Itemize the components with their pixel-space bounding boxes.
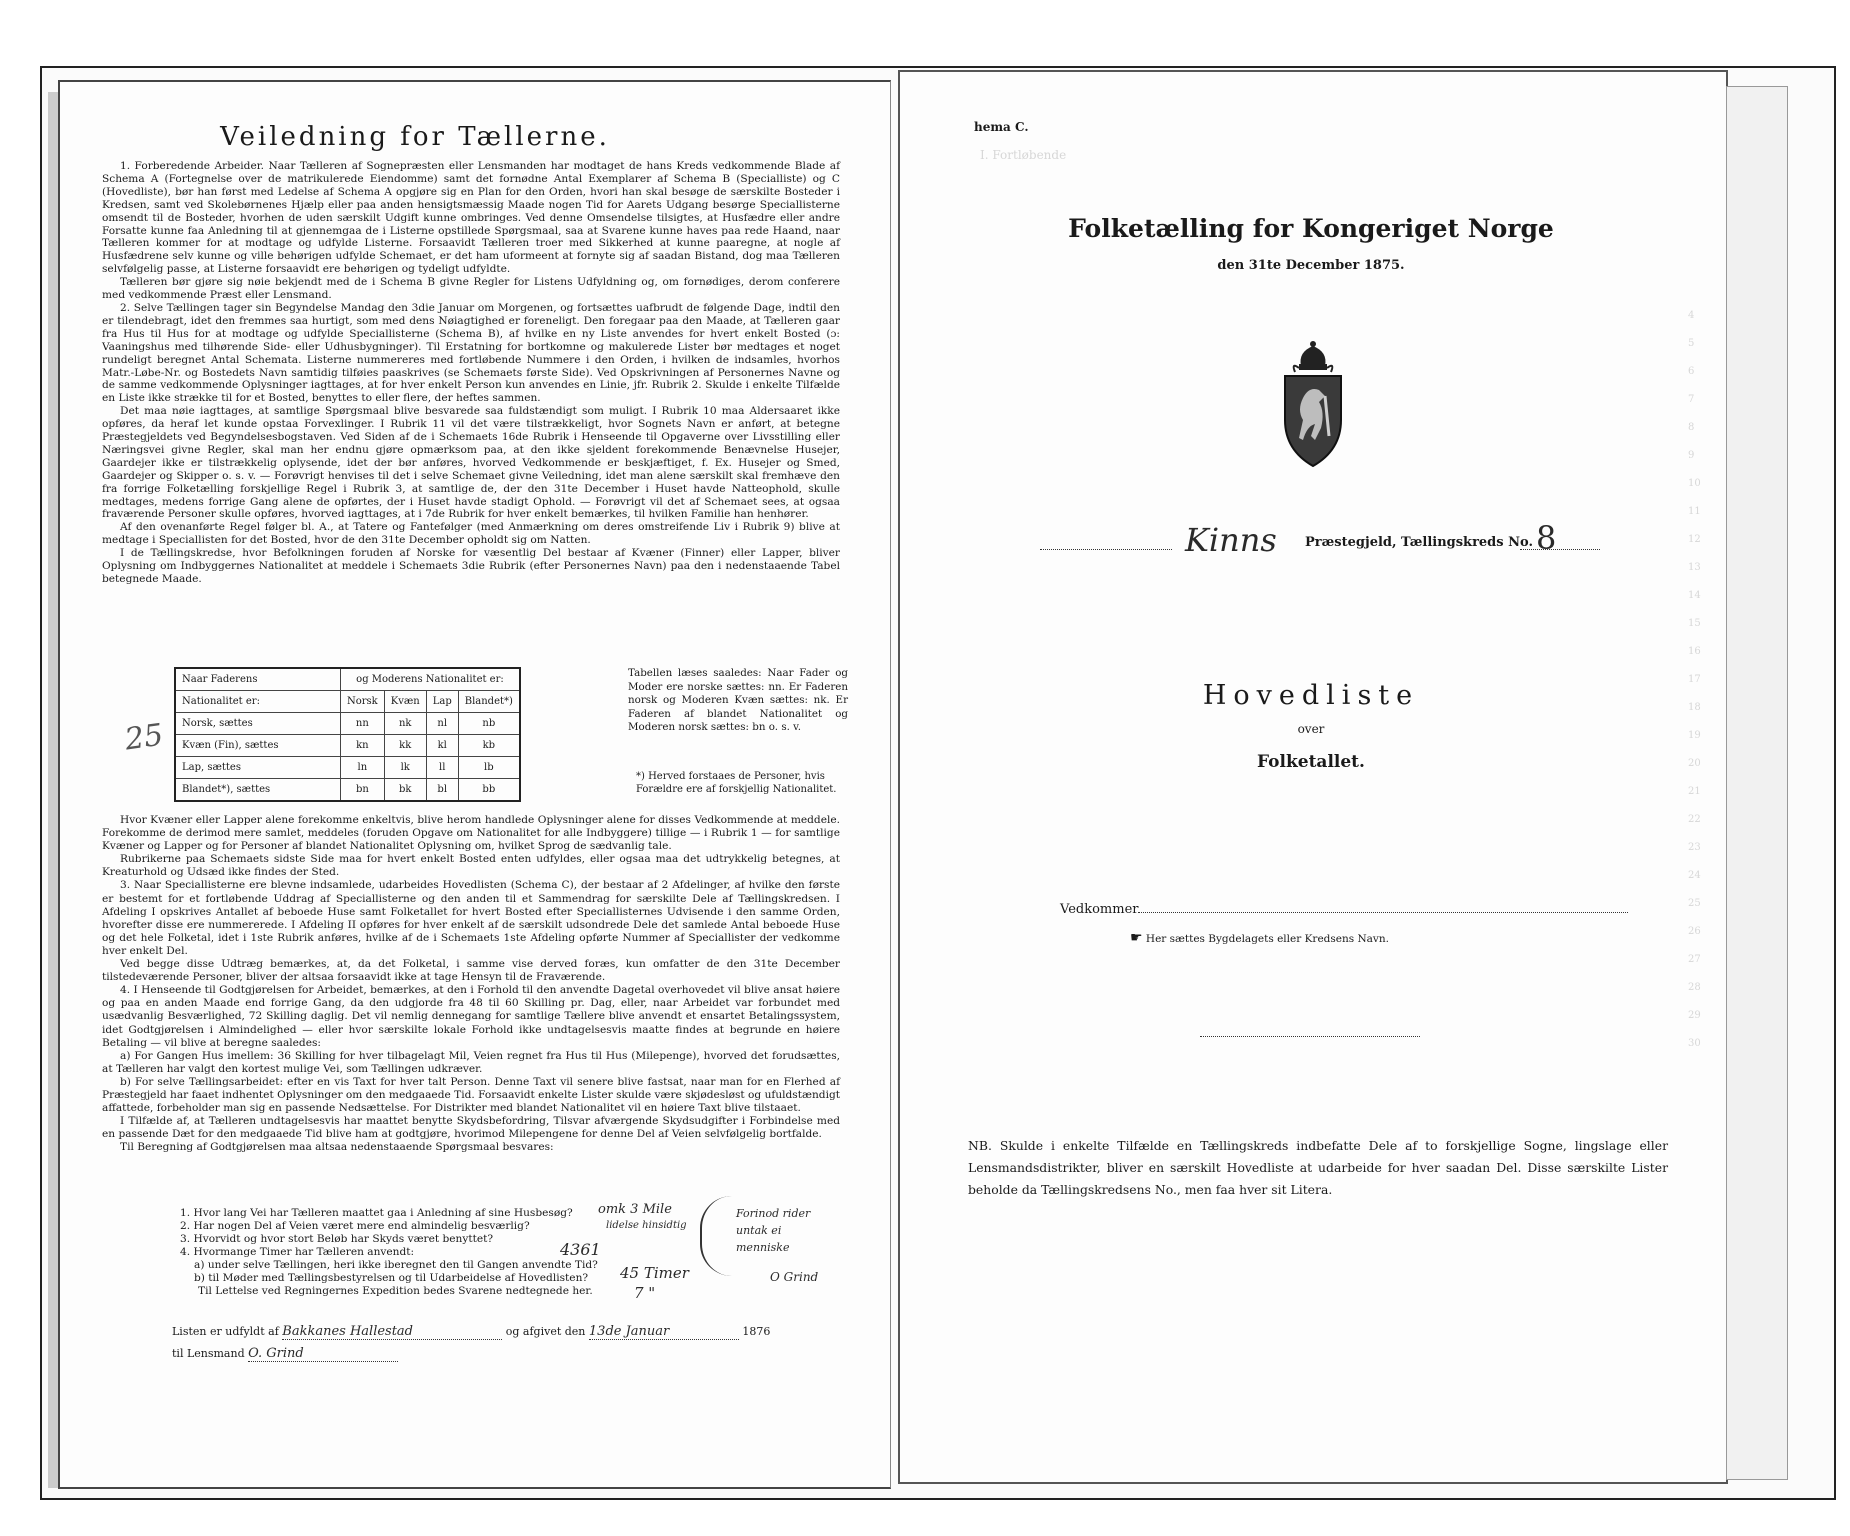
- bleed-number: 18: [1688, 702, 1701, 713]
- bleed-number: 11: [1688, 506, 1701, 517]
- district-dotted: [1520, 549, 1600, 550]
- bleed-number: 16: [1688, 646, 1701, 657]
- pointing-hand-icon: ☛: [1130, 930, 1143, 946]
- table-cell: nk: [384, 713, 426, 735]
- col-kvaen: Kvæn: [384, 691, 426, 713]
- table-cell: ln: [341, 757, 385, 779]
- bleed-number: 14: [1688, 590, 1701, 601]
- lensmand-label: til Lensmand: [172, 1347, 245, 1360]
- table-row: [175, 779, 520, 802]
- bleed-number: 21: [1688, 786, 1701, 797]
- questions-outro: Til Lettelse ved Regningernes Expedition bedes Svarene nedtegnede her.: [198, 1285, 593, 1297]
- section-4a: a) For Gangen Hus imellem: 36 Skilling for hver tilbagelagt Mil, Veien regnet fra Hus til Hus (Milepenge), hvorved det forudsættes, at Tælleren har valgt den kortest mulige Vei, som Tællingen udkræver.: [102, 1049, 840, 1075]
- table-cell: nb: [458, 713, 520, 735]
- parish-district-line: [1040, 519, 1580, 565]
- row-label: Lap, sættes: [175, 757, 341, 779]
- schema-label: hema C.: [974, 120, 1029, 134]
- parish-label: Præstegjeld, Tællingskreds No.: [1305, 535, 1533, 550]
- section-4b: b) For selve Tællingsarbeidet: efter en vis Taxt for hver talt Person. Denne Taxt vil senere blive fastsat, naar man for en Flerhed af Præstegjeld har faaet indhentet Oplysninger om den medgaaede Tid. Forsaavidt enkelte Lister skulde være skjødesløst og ufuldstændigt affattede, forbeholder man sig en passende Nedsættelse. For Distrikter med blandet Nationalitet vil en høiere Taxt blive tilstaaet.: [102, 1075, 840, 1115]
- bleed-number: 13: [1688, 562, 1701, 573]
- bleed-label: I. Fortløbende: [980, 148, 1067, 162]
- col-norsk: Norsk: [341, 691, 385, 713]
- col-blandet: Blandet*): [458, 691, 520, 713]
- page-edge-shadow: [48, 92, 58, 1488]
- bleed-number: 8: [1688, 422, 1695, 433]
- nb-note: NB. Skulde i enkelte Tilfælde en Tællingskreds indbefatte Dele af to forskjellige Sogne, lingslage eller Lensmandsdistrikter, bliver en særskilt Hovedliste at udarbeide for hver saadan Del. Disse særskilte Lister beholde da Tællingskredsens No., men faa hver sit Litera.: [968, 1138, 1668, 1197]
- parish-name-handwritten: Kinns: [1185, 521, 1277, 559]
- col-lap: Lap: [426, 691, 458, 713]
- section-3: 3. Naar Speciallisterne ere blevne indsamlede, udarbeides Hovedlisten (Schema C), der bestaar af 2 Afdelinger, af hvilke den første er bestemt for et fortløbende Uddrag af Speciallisterne og den anden til et Sammendrag for særskilte Dele af Tællingskredsen. I Afdeling I opskrives Antallet af beboede Huse samt Folketallet for hvert Bosted efter Speciallisternes Udvisende i den samme Orden, hvorefter disse ere nummererede. I Afdeling II opføres for hver enkelt af de særskilt udsondrede Dele det samlede Antal beboede Huse og det hele Folketal, idet i 1ste Rubrik anføres, hvilke af de i Schemaets 1ste Afdeling opførte Nummer af Speciallister der vedkomme hver enkelt Del.: [102, 879, 840, 957]
- question-2: 2. Har nogen Del af Veien været mere end almindelig besværlig?: [180, 1220, 530, 1232]
- table-cell: kb: [458, 735, 520, 757]
- instructions-body: [102, 160, 840, 586]
- handwritten-side-signature: O Grind: [770, 1270, 819, 1284]
- section-4: 4. I Henseende til Godtgjørelsen for Arbeidet, bemærkes, at den i Forhold til den anvendte Dagetal overhovedet vil blive ansat høiere og paa en anden Maade end forrige Gang, da den udgjorde fra 48 til 60 Skilling pr. Dag, eller, naar Arbeidet var forbundet med usædvanlig Besværlighed, 72 Skilling daglig. Det vil nemlig dennegang for samtlige Tællere blive anvendt et ensartet Betalingssystem, idet Godtgjørelsen i Almindelighed — eller hvor særskilte lokale Forhold ikke undtagelsesvis maatte findes at begrunde en høiere Betaling — vil blive at beregne saaledes:: [102, 984, 840, 1049]
- section-2d: I de Tællingskredse, hvor Befolkningen foruden af Norske for væsentlig Del bestaar af Kvæner (Finner) eller Lapper, bliver Oplysning om Indbyggernes Nationalitet at meddele i Schemaets 3die Rubrik (efter Personernes Navn) paa den i nedenstaaende Tabel betegnede Maade.: [102, 547, 840, 585]
- instructions-title: Veiledning for Tællerne.: [220, 122, 610, 152]
- margin-pencil-mark: 25: [122, 717, 166, 758]
- question-4: 4. Hvormange Timer har Tælleren anvendt:: [180, 1246, 415, 1258]
- table-cell: lb: [458, 757, 520, 779]
- section-2: 2. Selve Tællingen tager sin Begyndelse Mandag den 3die Januar om Morgenen, og fortsættes uafbrudt de følgende Dage, indtil den er tilendebragt, idet den fremmes saa hurtigt, som med dens Nøiagtighed er foreneligt. Den foregaar paa den Maade, at Tælleren gaar fra Hus til Hus for at modtage og udfylde Speciallisterne (Schema B), af hvilke en ny Liste anvendes for hvert enkelt Bosted (ɔ: Vaaningshus med tilhørende Side- eller Udhusbygninger). Til Erstatning for bortkomne og makulerede Lister bør medtages et noget rundeligt beregnet Antal Schemata. Listerne nummereres med fortløbende Nummere i den Orden, i hvilken de indsamles, hvorhos Matr.-Løbe-Nr. og Bostedets Navn samtidig tilføies paaskrives (se Schemaets første Side). Ved Opskrivningen af Personernes Navne og de samme vedkommende Oplysninger iagttages, at for hver enkelt Person kun anvendes en Linie, jfr. Rubrik 2. Skulde i enkelte Tilfælde en Liste ikke strække til for et Bosted, benyttes to eller flere, der heftes sammen.: [102, 301, 840, 405]
- bleed-number: 25: [1688, 898, 1701, 909]
- table-reading-note: Tabellen læses saaledes: Naar Fader og Moder ere norske sættes: nn. Er Faderen norsk og Moderen Kvæn sættes: nk. Er Faderen af blandet Nationalitet og Moderen norsk sættes: bn o. s. v.: [628, 667, 848, 733]
- hovedliste-heading: Hovedliste: [1202, 680, 1420, 711]
- bleed-number: 29: [1688, 1010, 1701, 1021]
- bleed-number: 26: [1688, 926, 1701, 937]
- nationality-table: [174, 667, 521, 802]
- bleed-number: 22: [1688, 814, 1701, 825]
- bleed-number: 4: [1688, 310, 1695, 321]
- table-cell: nn: [341, 713, 385, 735]
- row-label: Blandet*), sættes: [175, 779, 341, 802]
- bleed-through-page-edge: [1726, 86, 1788, 1480]
- handwritten-side-note: Forinod rider untak ei menniske: [736, 1207, 811, 1254]
- right-page: [898, 70, 1728, 1484]
- vedkommer-line: [1060, 902, 1628, 917]
- section-3b: Ved begge disse Udtræg bemærkes, at, da det Folketal, i samme vise derved foræs, kun omfatter de den 31te December tilstedeværende Personer, bliver der altsaa forsaavidt ikke at tage Hensyn til de Fraværende.: [102, 958, 840, 984]
- table-cell: bn: [341, 779, 385, 802]
- given-label: og afgivet den: [505, 1325, 586, 1338]
- handwritten-answer-2: lidelse hinsidtig: [606, 1220, 687, 1231]
- questions-intro: Til Beregning af Godtgjørelsen maa altsaa nedenstaaende Spørgsmaal besvares:: [120, 1141, 554, 1154]
- district-number-handwritten: 8: [1536, 519, 1557, 557]
- bleed-number: 9: [1688, 450, 1695, 461]
- handwritten-answer-4b: 7 ": [634, 1284, 656, 1302]
- question-1: 1. Hvor lang Vei har Tælleren maattet gaa i Anledning af sine Husbesøg?: [180, 1207, 573, 1219]
- lensmand-name: O. Grind: [248, 1346, 398, 1362]
- table-cell: bb: [458, 779, 520, 802]
- table-row: [175, 757, 520, 779]
- question-4a: a) under selve Tællingen, heri ikke iberegnet den til Gangen anvendte Tid?: [194, 1259, 598, 1271]
- table-cell: ll: [426, 757, 458, 779]
- question-4b: b) til Møder med Tællingsbestyrelsen og til Udarbeidelse af Hovedlisten?: [194, 1272, 589, 1284]
- section-2e: Hvor Kvæner eller Lapper alene forekomme enkeltvis, blive herom handlede Oplysninger alene for disses Vedkommende at meddele. Forekomme de derimod mere samlet, meddeles (foruden Opgave om Nationalitet for alle Indbyggere) tillige — i Rubrik 1 — for samtlige Kvæner og Lapper og for Personer af blandet Nationalitet Oplysning om, hvilket Sprog de sædvanlig tale.: [102, 814, 840, 853]
- bleed-number: 20: [1688, 758, 1701, 769]
- section-2c: Af den ovenanførte Regel følger bl. A., at Tatere og Fantefølger (med Anmærkning om deres omstreifende Liv i Rubrik 9) blive at medtage i Speciallisten for det Bosted, hvor de den 31te December opholdt sig om Natten.: [102, 521, 840, 547]
- filled-by-line: [172, 1324, 770, 1340]
- vedkommer-note: [1130, 930, 1389, 946]
- row-label: Norsk, sættes: [175, 713, 341, 735]
- handwritten-answer-3: 4361: [560, 1240, 601, 1259]
- census-title: Folketælling for Kongeriget Norge: [1068, 214, 1554, 243]
- given-date: 13de Januar: [589, 1324, 739, 1340]
- table-header-father-2: Nationalitet er:: [175, 691, 341, 713]
- handwritten-answer-4a: 45 Timer: [620, 1264, 689, 1282]
- folketallet-heading: Folketallet.: [1257, 752, 1365, 772]
- lensmand-line: [172, 1346, 398, 1362]
- handwritten-answer-1: omk 3 Mile: [598, 1202, 672, 1217]
- question-3: 3. Hvorvidt og hvor stort Beløb har Skyds været benyttet?: [180, 1233, 494, 1245]
- bleed-number: 27: [1688, 954, 1701, 965]
- bleed-number: 17: [1688, 674, 1701, 685]
- vedkommer-note-text: Her sættes Bygdelagets eller Kredsens Navn.: [1145, 933, 1389, 945]
- section-1: 1. Forberedende Arbeider. Naar Tælleren af Sognepræsten eller Lensmanden har modtaget de hans Kreds vedkommende Blade af Schema A (Fortegnelse over de matrikulerede Eiendomme) samt det fornødne Antal Exemplarer af Schema B (Specialliste) og C (Hovedliste), bør han først med Ledelse af Schema A opgjøre sig en Plan for den Orden, hvori han skal besøge de særskilte Bosteder i Kredsen, samt ved Skolebørnenes Hjælp eller paa anden hensigtsmæssig Maade nogen Tid for Aarets Udgang besørge Speciallisterne omsendt til de Bosteder, hvorhen de uden særskilt Udgift kunne ombringes. Ved denne Omsendelse tilsigtes, at Husfædre eller andre Forsatte kunne faa Anledning til at gjennemgaa de i Listerne opstillede Spørgsmaal, saa at Svarene kunne haves paa rede Haand, naar Tælleren kommer for at modtage og udfylde Listerne. Forsaavidt Tælleren troer med Sikkerhed at kunne paaregne, at nogle af Husfædrene selv kunne og ville behørigen udfylde Schemaet, er det ham uformeent at fornyte sig af saadan Bistand, dog maa Tælleren selvfølgelig passe, at Listerne forsaavidt ere behørigen og tydeligt udfyldte.: [102, 160, 840, 276]
- section-2b: Det maa nøie iagttages, at samtlige Spørgsmaal blive besvarede saa fuldstændigt som muligt. I Rubrik 10 maa Aldersaaret ikke opføres, da heraf let kunde opstaa Forvexlinger. I Rubrik 11 vil det være tilstrækkeligt, hvor Sognets Navn er anført, at betegne Præstegjeldets ved Begyndelsesbogstaven. Ved Siden af de i Schemaets 16de Rubrik i Henseende til Opgaverne over Livsstilling eller Næringsvei givne Regler, skal man her endnu gjøre opmærksom paa, at den ikke sjeldent forekommende Benævnelse Husejer, Gaardejer ikke er tilstrækkelig oplysende, idet der bør anføres, hvorved Vedkommende er beskjæftiget, f. Ex. Husejer og Smed, Gaardejer og Skipper o. s. v. — Forøvrigt henvises til det i selve Schemaet givne Veiledning, idet man alene særskilt skal fremhæve den fra forrige Folketælling forskjellige Regel i Rubrik 3, at samtlige de, der den 31te December i Huset havde Natteophold, skulle medtages, medens forrige Gang alene de opførtes, der i Huset havde stadigt Ophold. — Forøvrigt vil det af Schemaet sees, at ogsaa fraværende Personer skulle opføres, hvorved iagttages, at i 7de Rubrik for hver enkelt bemærkes, til hvilken Familie han henhører.: [102, 405, 840, 521]
- table-cell: lk: [384, 757, 426, 779]
- filled-by-label: Listen er udfyldt af: [172, 1325, 279, 1338]
- vedkommer-label: Vedkommer: [1060, 902, 1139, 917]
- bleed-number: 28: [1688, 982, 1701, 993]
- table-cell: bk: [384, 779, 426, 802]
- section-2f: Rubrikerne paa Schemaets sidste Side maa for hvert enkelt Bosted enten udfyldes, eller ogsaa maa det udtrykkelig betegnes, at Kreaturhold og Udsæd ikke findes der Sted.: [102, 853, 840, 879]
- bleed-number: 12: [1688, 534, 1701, 545]
- census-date: den 31te December 1875.: [1217, 258, 1405, 273]
- bleed-number: 7: [1688, 394, 1695, 405]
- bleed-number: 15: [1688, 618, 1701, 629]
- over-label: over: [1297, 722, 1325, 736]
- table-header-mother: og Moderens Nationalitet er:: [341, 668, 520, 691]
- divider-rule: [1200, 1036, 1420, 1037]
- table-cell: kl: [426, 735, 458, 757]
- section-1b: Tælleren bør gjøre sig nøie bekjendt med de i Schema B givne Regler for Listens Udfyldning og, om fornødiges, derom conferere med vedkommende Præst eller Lensmand.: [102, 276, 840, 302]
- row-label: Kvæn (Fin), sættes: [175, 735, 341, 757]
- section-4c: I Tilfælde af, at Tælleren undtagelsesvis har maattet benytte Skydsbefordring, Tilsvar afværgende Skydsudgifter i Forbindelse med en passende Dæt for den medgaaede Tid blive ham at godtgjøre, hvorimod Milepengene for denne Del af Veien selvfølgelig bortfalde.: [102, 1115, 840, 1141]
- table-footnote: *) Herved forstaaes de Personer, hvis Forældre ere af forskjellig Nationalitet.: [636, 771, 837, 795]
- bleed-number: 23: [1688, 842, 1701, 853]
- bleed-number: 30: [1688, 1038, 1701, 1049]
- given-year: 1876: [742, 1325, 771, 1338]
- bleed-number: 10: [1688, 478, 1701, 489]
- bleed-number: 5: [1688, 338, 1695, 349]
- norwegian-coat-of-arms-icon: [1263, 340, 1363, 470]
- table-header-father: Naar Faderens: [175, 668, 341, 691]
- instructions-body-2: [102, 814, 840, 1154]
- bleed-number: 19: [1688, 730, 1701, 741]
- bleed-number: 6: [1688, 366, 1695, 377]
- table-row: [175, 735, 520, 757]
- table-cell: kk: [384, 735, 426, 757]
- filled-by-name: Bakkanes Hallestad: [282, 1324, 502, 1340]
- table-row: [175, 713, 520, 735]
- table-cell: kn: [341, 735, 385, 757]
- table-cell: bl: [426, 779, 458, 802]
- table-cell: nl: [426, 713, 458, 735]
- bleed-number: 24: [1688, 870, 1701, 881]
- parish-dotted: [1040, 549, 1172, 550]
